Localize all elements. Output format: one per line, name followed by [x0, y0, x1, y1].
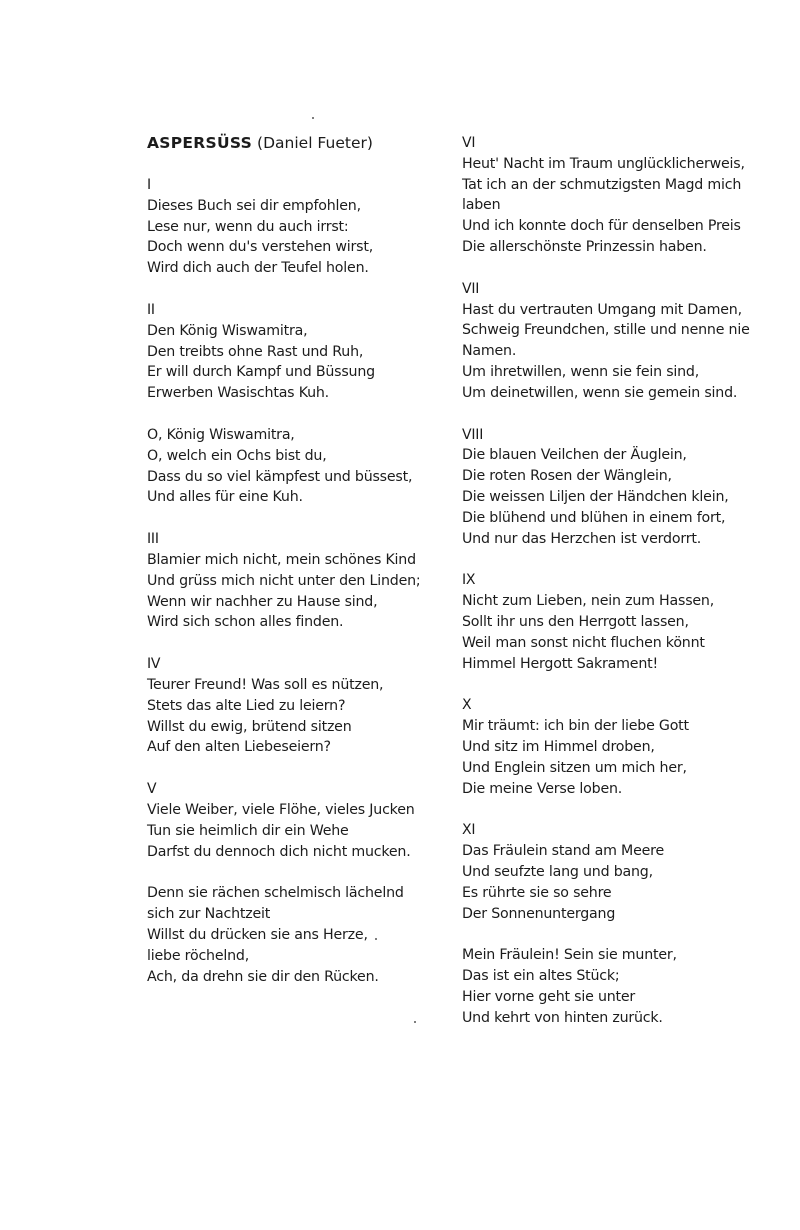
verse-line: O, König Wiswamitra,	[147, 426, 295, 443]
stanza	[147, 654, 447, 758]
verse-line: Hast du vertrauten Umgang mit Damen,	[462, 301, 742, 318]
stanza	[147, 529, 447, 633]
stanza	[462, 570, 782, 674]
stanza-numeral: VII	[462, 280, 480, 297]
verse-line: Darfst du dennoch dich nicht mucken.	[147, 843, 411, 860]
stanza-numeral: IX	[462, 572, 476, 589]
stanza	[147, 883, 447, 987]
verse-line: Tun sie heimlich dir ein Wehe	[147, 822, 349, 839]
verse-line: Tat ich an der schmutzigsten Magd mich	[462, 176, 742, 193]
stanza	[462, 695, 782, 799]
poem-title	[147, 133, 447, 154]
stanza-numeral: VIII	[462, 426, 484, 443]
verse-line: Ach, da drehn sie dir den Rücken.	[147, 968, 379, 985]
stanza	[147, 779, 447, 862]
right-column	[462, 133, 782, 1049]
verse-line: Der Sonnenuntergang	[462, 905, 616, 922]
verse-line: Dass du so viel kämpfest und büssest,	[147, 468, 413, 485]
verse-line: Um deinetwillen, wenn sie gemein sind.	[462, 384, 738, 401]
verse-line: Blamier mich nicht, mein schönes Kind	[147, 551, 416, 568]
verse-line: Wird dich auch der Teufel holen.	[147, 260, 369, 277]
stanza	[462, 279, 782, 404]
verse-line: Und alles für eine Kuh.	[147, 489, 303, 506]
verse-line: Die blauen Veilchen der Äuglein,	[462, 447, 687, 464]
verse-line: Sollt ihr uns den Herrgott lassen,	[462, 613, 689, 630]
stanza	[462, 945, 782, 1028]
verse-line: laben	[462, 197, 501, 214]
verse-line: Dieses Buch sei dir empfohlen,	[147, 197, 361, 214]
verse-line: Das ist ein altes Stück;	[462, 968, 620, 985]
verse-line: Wenn wir nachher zu Hause sind,	[147, 593, 378, 610]
verse-line: Namen.	[462, 343, 517, 360]
verse-line: Die meine Verse loben.	[462, 780, 623, 797]
verse-line: Und seufzte lang und bang,	[462, 863, 653, 880]
verse-line: Himmel Hergott Sakrament!	[462, 655, 658, 672]
verse-line: O, welch ein Ochs bist du,	[147, 447, 327, 464]
verse-line: liebe röchelnd,	[147, 947, 250, 964]
verse-line: Die weissen Liljen der Händchen klein,	[462, 488, 729, 505]
left-stanzas	[147, 175, 447, 987]
verse-line: Willst du drücken sie ans Herze,	[147, 926, 368, 943]
scan-speck	[414, 1021, 416, 1023]
title-author: (Daniel Fueter)	[252, 134, 373, 152]
stanza-numeral: XI	[462, 822, 476, 839]
stanza	[147, 175, 447, 279]
right-stanzas	[462, 133, 782, 1028]
verse-line: Willst du ewig, brütend sitzen	[147, 718, 352, 735]
verse-line: Die allerschönste Prinzessin haben.	[462, 238, 707, 255]
verse-line: Lese nur, wenn du auch irrst:	[147, 218, 349, 235]
stanza-numeral: I	[147, 177, 151, 193]
verse-line: Und nur das Herzchen ist verdorrt.	[462, 530, 702, 547]
verse-line: Heut' Nacht im Traum unglücklicherweis,	[462, 155, 745, 172]
verse-line: Und kehrt von hinten zurück.	[462, 1009, 663, 1026]
verse-line: Teurer Freund! Was soll es nützen,	[147, 676, 384, 693]
stanza	[147, 300, 447, 404]
stanza	[462, 425, 782, 550]
stanza-numeral: II	[147, 301, 155, 318]
verse-line: Schweig Freundchen, stille und nenne nie	[462, 322, 750, 339]
verse-line: Viele Weiber, viele Flöhe, vieles Jucken	[147, 801, 415, 818]
verse-line: Stets das alte Lied zu leiern?	[147, 697, 346, 714]
verse-line: Erwerben Wasischtas Kuh.	[147, 385, 329, 402]
verse-line: Den treibts ohne Rast und Ruh,	[147, 343, 364, 360]
verse-line: Mir träumt: ich bin der liebe Gott	[462, 718, 689, 735]
verse-line: Das Fräulein stand am Meere	[462, 843, 665, 860]
verse-line: Hier vorne geht sie unter	[462, 988, 636, 1005]
verse-line: Und sitz im Himmel droben,	[462, 738, 655, 755]
verse-line: Und Englein sitzen um mich her,	[462, 759, 687, 776]
stanza	[462, 133, 782, 258]
verse-line: Den König Wiswamitra,	[147, 322, 308, 339]
left-column	[147, 133, 447, 1008]
verse-line: Und ich konnte doch für denselben Preis	[462, 218, 741, 235]
verse-line: Es rührte sie so sehre	[462, 884, 612, 901]
title-bold: ASPERSÜSS	[147, 134, 253, 152]
stanza-numeral: IV	[147, 656, 161, 673]
stanza-numeral: VI	[462, 135, 476, 151]
verse-line: Auf den alten Liebeseiern?	[147, 739, 331, 756]
verse-line: Er will durch Kampf und Büssung	[147, 364, 375, 381]
verse-line: Nicht zum Lieben, nein zum Hassen,	[462, 593, 715, 610]
verse-line: Weil man sonst nicht fluchen könnt	[462, 634, 705, 651]
verse-line: Und grüss mich nicht unter den Linden;	[147, 572, 421, 589]
stanza-numeral: X	[462, 697, 472, 714]
verse-line: Doch wenn du's verstehen wirst,	[147, 239, 374, 256]
stanza-numeral: III	[147, 531, 159, 548]
stanza	[147, 425, 447, 508]
verse-line: Wird sich schon alles finden.	[147, 614, 344, 631]
stanza-numeral: V	[147, 781, 157, 798]
stanza	[462, 820, 782, 924]
verse-line: Die blühend und blühen in einem fort,	[462, 509, 726, 526]
verse-line: sich zur Nachtzeit	[147, 906, 271, 923]
verse-line: Die roten Rosen der Wänglein,	[462, 468, 672, 485]
verse-line: Mein Fräulein! Sein sie munter,	[462, 947, 677, 964]
verse-line: Um ihretwillen, wenn sie fein sind,	[462, 363, 700, 380]
scan-speck	[312, 117, 314, 119]
verse-line: Denn sie rächen schelmisch lächelnd	[147, 885, 404, 902]
